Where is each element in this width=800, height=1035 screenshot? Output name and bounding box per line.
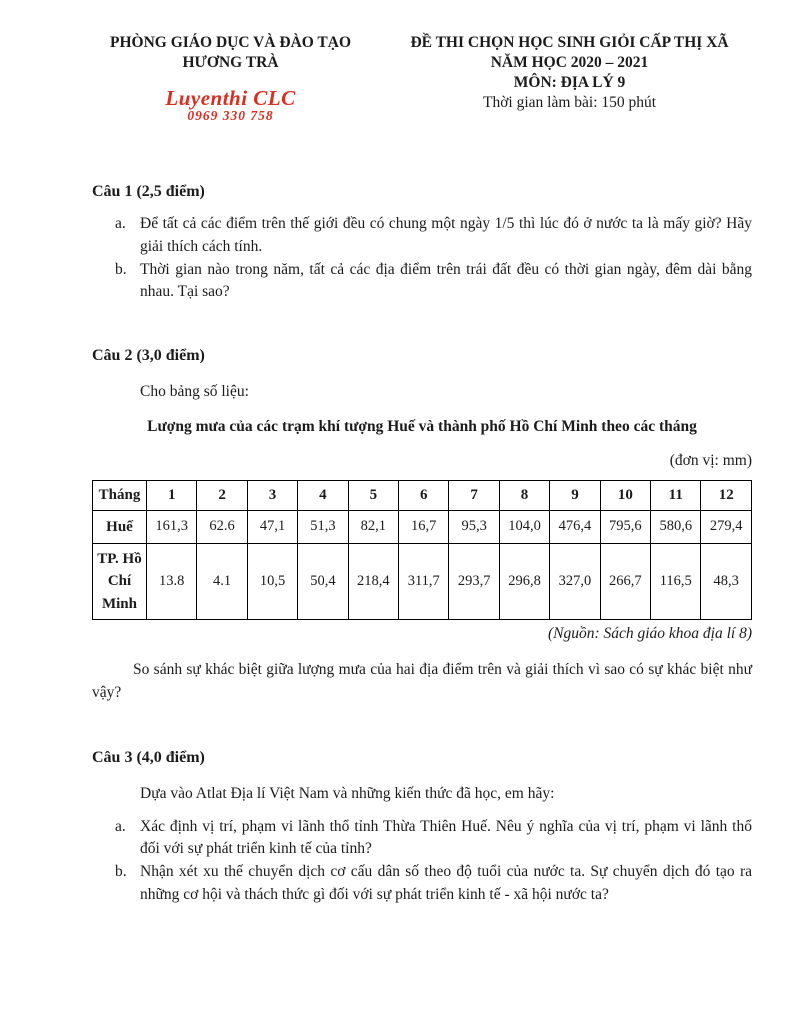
table-header-cell: 12 <box>701 481 752 511</box>
data-cell: 48,3 <box>701 544 752 620</box>
table-header-cell: 5 <box>348 481 398 511</box>
list-item <box>92 816 752 862</box>
data-cell: 116,5 <box>651 544 701 620</box>
table-row <box>93 544 752 620</box>
question-3-heading: Câu 3 (4,0 điểm) <box>92 749 205 767</box>
table-header-cell: 10 <box>600 481 650 511</box>
data-cell: 296,8 <box>499 544 549 620</box>
question-3-intro: Dựa vào Atlat Địa lí Việt Nam và những kiến thức đã học, em hãy: <box>140 784 555 802</box>
data-cell: 327,0 <box>550 544 600 620</box>
data-cell: 95,3 <box>449 511 499 544</box>
table-header-cell: 1 <box>147 481 197 511</box>
data-cell: 311,7 <box>399 544 449 620</box>
question-2-heading: Câu 2 (3,0 điểm) <box>92 347 205 365</box>
source-note: (Nguồn: Sách giáo khoa địa lí 8) <box>547 625 752 642</box>
list-item-marker: a. <box>115 215 126 233</box>
data-cell: 795,6 <box>600 511 650 544</box>
table-header-cell: 6 <box>399 481 449 511</box>
issuer-name: PHÒNG GIÁO DỤC VÀ ĐÀO TẠO <box>110 34 352 51</box>
data-cell: 161,3 <box>147 511 197 544</box>
question-3-list <box>92 816 752 907</box>
table-row <box>93 511 752 544</box>
data-cell: 62.6 <box>197 511 247 544</box>
logo-phone: 0969 330 758 <box>187 107 274 123</box>
table-header-cell: 9 <box>550 481 600 511</box>
exam-title-block <box>389 33 750 124</box>
list-item <box>92 259 752 305</box>
data-cell: 580,6 <box>651 511 701 544</box>
data-cell: 10,5 <box>247 544 297 620</box>
unit-note: (đơn vị: mm) <box>669 452 752 470</box>
data-cell: 50,4 <box>298 544 348 620</box>
table-title: Lượng mưa của các trạm khí tượng Huế và thành phố Hồ Chí Minh theo các tháng <box>147 418 697 436</box>
list-item <box>92 861 752 907</box>
question-1-list <box>92 213 752 304</box>
data-cell: 218,4 <box>348 544 398 620</box>
document-body <box>0 180 800 907</box>
table-header-cell: 3 <box>247 481 297 511</box>
list-item-text: Để tất cả các điểm trên thế giới đều có chung một ngày 1/5 thì lúc đó ở nước ta là mấy giờ? Hãy giải thích cách tính. <box>140 215 752 255</box>
document-header <box>0 0 800 124</box>
list-item <box>92 213 752 259</box>
question-2-task: So sánh sự khác biệt giữa lượng mưa của hai địa điểm trên và giải thích vì sao có sự khác biệt như vậy? <box>92 660 752 701</box>
list-item-marker: b. <box>115 260 127 278</box>
list-item-text: Thời gian nào trong năm, tất cả các địa điểm trên trái đất đều có thời gian ngày, đêm dài bằng nhau. Tại sao? <box>140 260 752 301</box>
logo-text: Luyenthi CLC <box>165 85 296 110</box>
data-cell: 13.8 <box>147 544 197 620</box>
data-cell: 47,1 <box>247 511 297 544</box>
list-item-text: Nhận xét xu thế chuyển dịch cơ cấu dân số theo độ tuổi của nước ta. Sự chuyển dịch đó tạo ra những cơ hội và thách thức gì đối với sự phát triển kinh tế - xã hội nước ta? <box>140 863 752 903</box>
table-header-cell: 11 <box>651 481 701 511</box>
table-header-cell: Tháng <box>93 481 147 511</box>
question-2-intro: Cho bảng số liệu: <box>140 382 249 400</box>
list-item-marker: a. <box>115 817 126 835</box>
data-cell: 104,0 <box>499 511 549 544</box>
data-cell: 16,7 <box>399 511 449 544</box>
luyenthi-clc-logo <box>72 85 389 124</box>
data-cell: 82,1 <box>348 511 398 544</box>
data-cell: 51,3 <box>298 511 348 544</box>
issuer-block <box>72 33 389 124</box>
list-item-marker: b. <box>115 863 127 881</box>
row-label: Huế <box>93 511 147 544</box>
table-header-cell: 4 <box>298 481 348 511</box>
table-header-row <box>93 481 752 511</box>
rainfall-table <box>92 480 752 620</box>
table-header-cell: 8 <box>499 481 549 511</box>
data-cell: 279,4 <box>701 511 752 544</box>
data-cell: 4.1 <box>197 544 247 620</box>
data-cell: 266,7 <box>600 544 650 620</box>
school-year: NĂM HỌC 2020 – 2021 <box>490 54 649 72</box>
table-header-cell: 7 <box>449 481 499 511</box>
question-1-heading: Câu 1 (2,5 điểm) <box>92 182 205 200</box>
duration-line: Thời gian làm bài: 150 phút <box>482 94 657 112</box>
row-label: TP. Hồ Chí Minh <box>93 544 147 620</box>
subject-line: MÔN: ĐỊA LÝ 9 <box>513 74 626 92</box>
issuer-location: HƯƠNG TRÀ <box>182 53 279 71</box>
table-body <box>93 511 752 620</box>
table-header-cell: 2 <box>197 481 247 511</box>
list-item-text: Xác định vị trí, phạm vi lãnh thổ tỉnh Thừa Thiên Huế. Nêu ý nghĩa của vị trí, phạm vi lãnh thổ đối với sự phát triển kinh tế của tỉnh? <box>140 817 752 858</box>
data-cell: 476,4 <box>550 511 600 544</box>
data-cell: 293,7 <box>449 544 499 620</box>
exam-title: ĐỀ THI CHỌN HỌC SINH GIỎI CẤP THỊ XÃ <box>410 34 729 51</box>
